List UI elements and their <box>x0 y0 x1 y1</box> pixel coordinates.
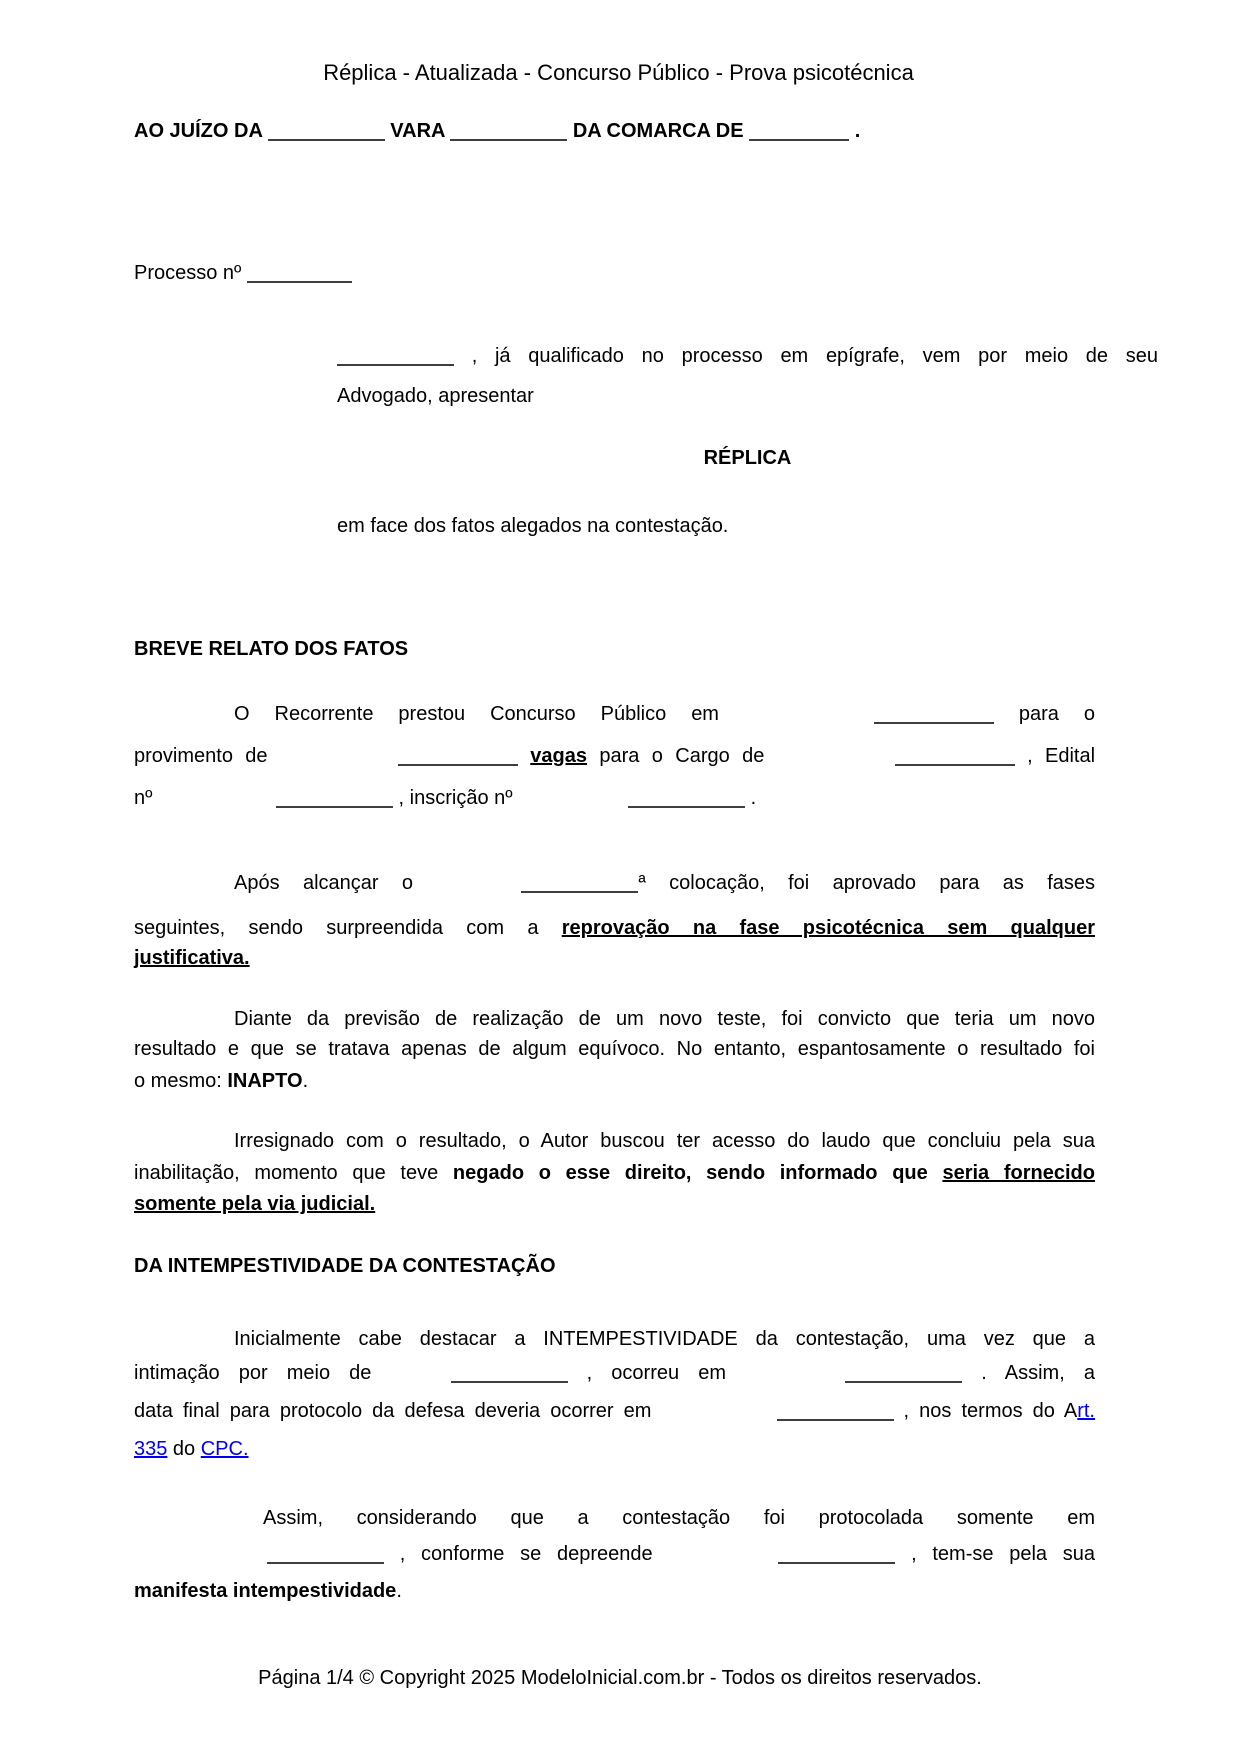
vacancies-blank <box>398 752 518 766</box>
para-intempestividade-line-1 <box>234 1327 1095 1352</box>
text-run: intimação por meio de <box>134 1362 391 1384</box>
vara-number-blank <box>268 127 385 141</box>
gap-spacer <box>744 719 874 720</box>
document-title <box>137 60 1100 85</box>
qualification-line-2 <box>337 384 534 409</box>
para-colocacao-line-3 <box>134 946 250 971</box>
text-run: Página 1/4 © Copyright 2025 ModeloInicial.com.br - Todos os direitos reservados. <box>258 1667 982 1689</box>
edital-number-blank <box>276 794 393 808</box>
text-run: ª colocação, foi aprovado para as fases <box>638 872 1095 894</box>
text-run: , inscrição nº <box>392 787 519 809</box>
text-run: Advogado, apresentar <box>337 385 534 407</box>
text-run: Processo nº <box>134 262 247 284</box>
gap-spacer <box>436 888 521 889</box>
text-run: inabilitação, momento que teve <box>134 1162 453 1184</box>
text-run: negado o esse direito, sendo informado que <box>452 1162 943 1184</box>
para-protocolada-line-3 <box>134 1579 402 1604</box>
text-run: DA COMARCA DE <box>567 120 750 142</box>
text-run: , conforme se depreende <box>384 1543 669 1565</box>
text-run: DA INTEMPESTIVIDADE DA CONTESTAÇÃO <box>134 1255 556 1277</box>
text-run: nº <box>134 787 158 809</box>
text-run: do <box>167 1438 201 1460</box>
text-run: seria fornecido <box>942 1162 1095 1184</box>
gap-spacer <box>391 1378 451 1379</box>
text-run: para o <box>993 703 1096 725</box>
intimation-means-blank <box>451 1369 568 1383</box>
text-run: Após alcançar o <box>234 872 437 894</box>
vara-type-blank <box>450 127 567 141</box>
para-novoteste-line-2 <box>134 1037 1095 1062</box>
text-run: INAPTO <box>227 1070 303 1092</box>
section-heading-fatos <box>134 637 408 662</box>
text-run: . <box>745 787 757 809</box>
text-run: vagas <box>530 745 588 767</box>
section-heading-intempestividade <box>134 1254 556 1279</box>
para-protocolada-line-2 <box>267 1542 1095 1567</box>
text-run: , Edital <box>1014 745 1096 767</box>
gap-spacer <box>777 761 895 762</box>
para-novoteste-line-1 <box>234 1007 1095 1032</box>
court-address-line <box>134 119 1095 144</box>
protocol-date-blank <box>267 1550 384 1564</box>
intimation-date-blank <box>845 1369 962 1383</box>
comarca-blank <box>749 127 849 141</box>
para-intempestividade-line-4 <box>134 1437 249 1462</box>
para-recorrente-line-3 <box>134 786 756 811</box>
text-run: para o Cargo de <box>587 745 777 767</box>
text-run: VARA <box>384 120 451 142</box>
gap-spacer <box>280 761 398 762</box>
text-run: somente pela via judicial. <box>134 1193 376 1215</box>
para-colocacao-line-1 <box>234 871 1095 896</box>
text-run: Assim, considerando que a contestação foi protocolada somente em <box>263 1507 1095 1529</box>
para-laudo-line-3 <box>134 1192 375 1217</box>
text-run: provimento de <box>134 745 280 767</box>
text-run: o mesmo: <box>134 1070 228 1092</box>
text-run: , nos termos do A <box>893 1400 1078 1422</box>
gap-spacer <box>745 1378 845 1379</box>
text-run: justificativa. <box>134 947 250 969</box>
qualification-line-1 <box>337 344 1158 369</box>
para-recorrente-line-1 <box>234 702 1095 727</box>
text-run: data final para protocolo da defesa deveria ocorrer em <box>134 1400 662 1422</box>
page-footer <box>0 1666 1240 1691</box>
para-recorrente-line-2 <box>134 744 1095 769</box>
para-protocolada-line-1 <box>263 1506 1095 1531</box>
text-run: , tem-se pela sua <box>895 1543 1095 1565</box>
emface-line <box>337 514 728 539</box>
text-run: O Recorrente prestou Concurso Público em <box>234 703 744 725</box>
para-intempestividade-line-3 <box>134 1399 1095 1424</box>
gap-spacer <box>662 1416 777 1417</box>
text-run: . <box>396 1580 402 1602</box>
gap-spacer <box>518 803 628 804</box>
para-intempestividade-line-2 <box>134 1361 1095 1386</box>
link-art[interactable]: rt. <box>1077 1400 1095 1422</box>
gap-spacer <box>668 1559 778 1560</box>
text-run: AO JUÍZO DA <box>134 120 268 142</box>
text-run: , ocorreu em <box>567 1362 746 1384</box>
link-art-335[interactable]: 335 <box>134 1438 168 1460</box>
text-run: . <box>302 1070 309 1092</box>
para-colocacao-line-2 <box>134 916 1095 941</box>
para-novoteste-line-3 <box>134 1069 308 1094</box>
process-number-blank <box>247 269 352 283</box>
text-run: . <box>849 120 861 142</box>
link-cpc[interactable]: CPC. <box>200 1438 249 1460</box>
inscription-number-blank <box>628 794 745 808</box>
placement-blank <box>521 879 638 893</box>
author-name-blank <box>337 352 454 366</box>
text-run: RÉPLICA <box>703 447 792 469</box>
concurso-date-blank <box>874 710 994 724</box>
deadline-date-blank <box>777 1407 894 1421</box>
evidence-blank <box>778 1550 895 1564</box>
text-run <box>518 745 530 767</box>
text-run: resultado e que se tratava apenas de algum equívoco. No entanto, espantosamente o resultado foi <box>134 1038 1095 1060</box>
text-run: . Assim, a <box>962 1362 1096 1384</box>
text-run: Irresignado com o resultado, o Autor buscou ter acesso do laudo que concluiu pela sua <box>234 1130 1095 1152</box>
text-run: Réplica - Atualizada - Concurso Público - Prova psicotécnica <box>323 60 914 85</box>
text-run: reprovação na fase psicotécnica sem qualquer <box>561 917 1095 939</box>
text-run: seguintes, sendo surpreendida com a <box>134 917 562 939</box>
text-run: manifesta intempestividade <box>134 1580 397 1602</box>
text-run: em face dos fatos alegados na contestação. <box>337 515 729 537</box>
text-run: BREVE RELATO DOS FATOS <box>134 638 409 660</box>
text-run: , já qualificado no processo em epígrafe, vem por meio de seu <box>454 345 1158 367</box>
process-number-line <box>134 261 352 286</box>
para-laudo-line-2 <box>134 1161 1095 1186</box>
replica-heading <box>337 446 1158 471</box>
gap-spacer <box>158 803 276 804</box>
para-laudo-line-1 <box>234 1129 1095 1154</box>
text-run: Diante da previsão de realização de um novo teste, foi convicto que teria um novo <box>234 1008 1095 1030</box>
text-run: Inicialmente cabe destacar a INTEMPESTIVIDADE da contestação, uma vez que a <box>234 1328 1095 1350</box>
cargo-blank <box>895 752 1015 766</box>
